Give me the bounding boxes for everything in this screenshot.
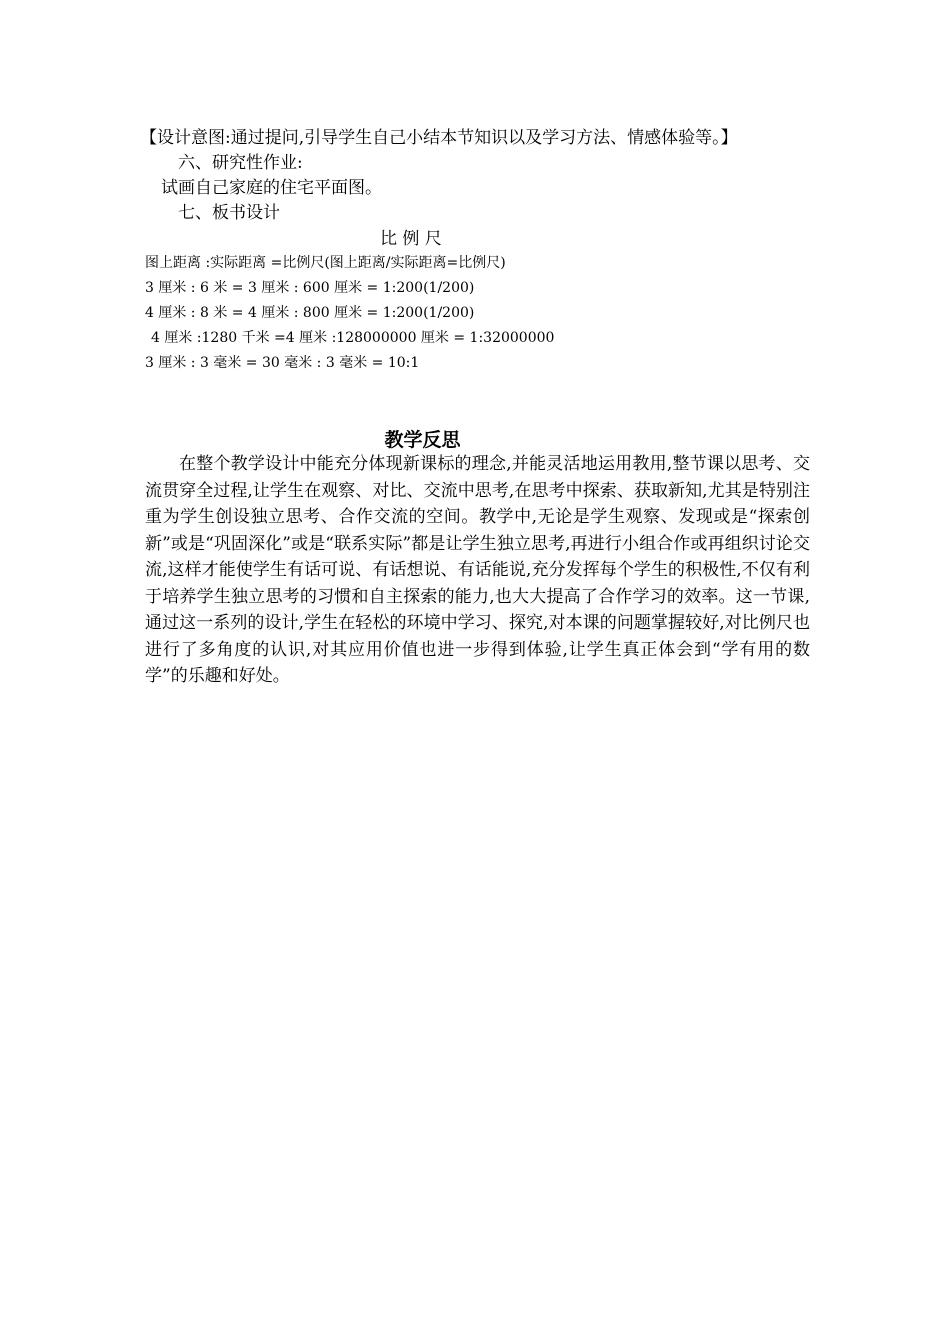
section-6-heading: 六、研究性作业: — [178, 153, 303, 173]
board-line-2: 3 厘米 : 6 米 = 3 厘米 : 600 厘米 = 1:200(1/200) — [145, 280, 475, 296]
reflection-paragraph: 在整个教学设计中能充分体现新课标的理念,并能灵活地运用教用,整节课以思考、交流贯穿全过程,让学生在观察、对比、交流中思考,在思考中探索、获取新知,尤其是特别注重为学生创设独立思考、合作交流的空间。教学中,无论是学生观察、发现或是“探索创新”或是“巩固深化”或是“联系实际”都是让学生独立思考,再进行小组合作或再组织讨论交流,这样才能使学生有话可说、有话想说、有话能说,充分发挥每个学生的积极性,不仅有利于培养学生独立思考的习惯和自主探索的能力,也大大提高了合作学习的效率。这一节课,通过这一系列的设计,学生在轻松的环境中学习、探究,对本课的问题掌握较好,对比例尺也进行了多角度的认识,对其应用价值也进一步得到体验,让学生真正体会到“学有用的数学”的乐趣和好处。 — [145, 454, 810, 686]
board-title: 比 例 尺 — [380, 229, 442, 249]
reflection-title: 教学反思 — [384, 429, 461, 451]
board-line-3: 4 厘米 : 8 米 = 4 厘米 : 800 厘米 = 1:200(1/200) — [145, 305, 475, 321]
board-line-1: 图上距离 :实际距离 =比例尺(图上距离/实际距离=比例尺) — [145, 255, 506, 271]
design-intent-note: 【设计意图:通过提问,引导学生自己小结本节知识以及学习方法、情感体验等。】 — [140, 128, 738, 148]
section-6-text: 试画自己家庭的住宅平面图。 — [161, 178, 382, 198]
section-7-heading: 七、板书设计 — [178, 203, 280, 223]
board-line-5: 3 厘米 : 3 毫米 = 30 毫米 : 3 毫米 = 10:1 — [145, 355, 420, 371]
board-line-4: 4 厘米 :1280 千米 =4 厘米 :128000000 厘米 = 1:32000000 — [151, 330, 555, 346]
